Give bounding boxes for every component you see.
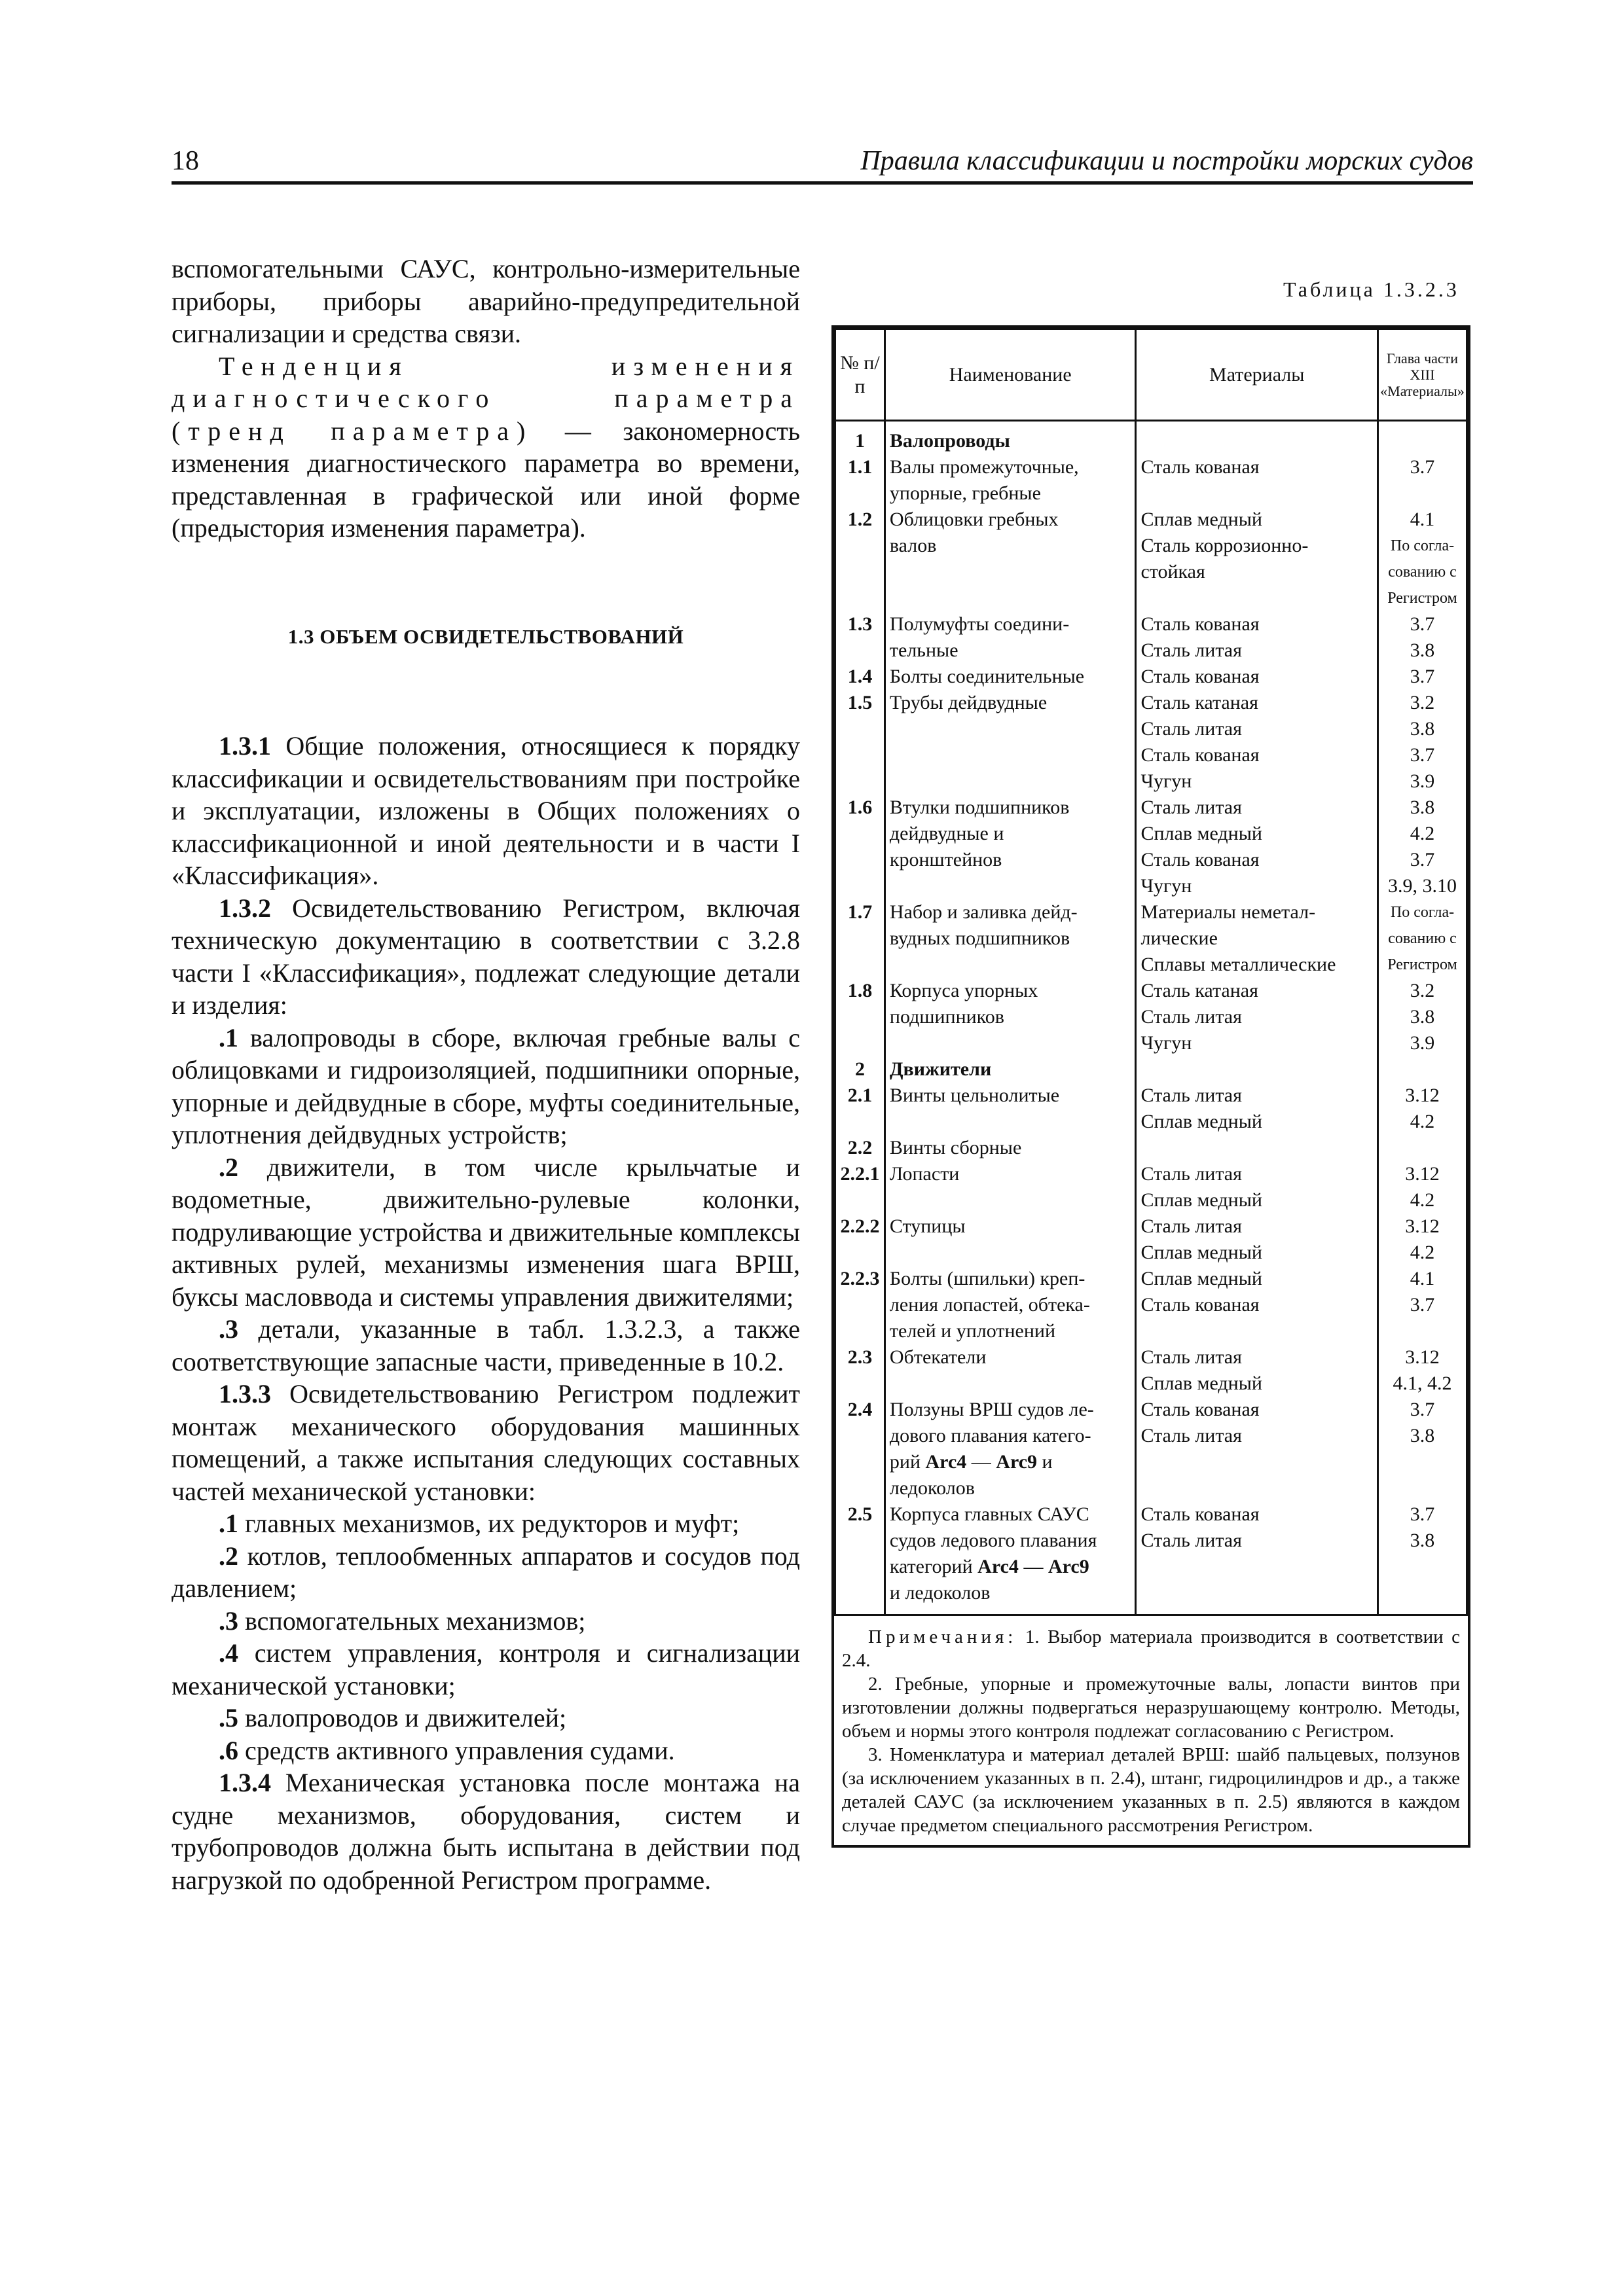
table-cell-line: 1.4: [847, 666, 873, 687]
table-cell-line: [1140, 1554, 1373, 1580]
note-1: [842, 1625, 1460, 1672]
list-item-text: вспомогательных механизмов;: [238, 1605, 586, 1636]
table-notes: [834, 1616, 1468, 1845]
table-cell-line: 3.8: [1410, 1425, 1435, 1446]
trend-term: Тенденция изменения диагностического параметра (тренд параметра): [172, 351, 800, 446]
table-cell-line: 1.1: [847, 456, 873, 478]
table-cell-line: [837, 637, 883, 664]
table-header-row: [835, 329, 1467, 421]
table-cell-line: упорные, гребные: [889, 482, 1041, 504]
table-cell-line: Набор и заливка дейд-: [889, 901, 1078, 923]
table-cell-line: [1140, 1475, 1373, 1501]
paragraph-text: Освидетельствованию Регистром подлежит монтаж механического оборудования машинных помещений, а также испытания следующих составных частей механической установки:: [172, 1379, 800, 1506]
list-item-text: валопроводы в сборе, включая гребные валы с облицовками и гидроизоляцией, подшипники опорные, упорные и дейдвудные в сборе, муфты соединительные, уплотнения дейдвудных устройств;: [172, 1022, 800, 1149]
table-cell-line: ления лопастей, обтека-: [889, 1294, 1090, 1316]
list-item: [172, 1734, 800, 1767]
table-cell-line: 1.5: [847, 692, 873, 713]
table-cell-line: 3.8: [1410, 797, 1435, 818]
table-cell-line: [1383, 1580, 1462, 1606]
table-cell-line: 4.2: [1410, 1189, 1435, 1211]
table-cell-line: 3.8: [1410, 718, 1435, 740]
notes-label: Примечания:: [868, 1626, 1017, 1647]
table-cell-line: [1383, 428, 1462, 454]
table-cell-line: Сталь литая: [1140, 718, 1242, 740]
table-cell-line: 3.12: [1405, 1215, 1440, 1237]
intro-continuation: вспомогательными САУС, контрольно-измерительные приборы, приборы аварийно-предупредительной сигнализации и средства связи.: [172, 254, 800, 348]
table-cell-line: Корпуса главных САУС: [889, 1503, 1089, 1525]
list-item: [172, 1151, 800, 1314]
list-item: [172, 1507, 800, 1540]
table-cell-line: [1140, 585, 1373, 611]
table-cell-line: Сталь кованая: [1140, 744, 1260, 766]
page-header: [172, 145, 1473, 185]
list-item-text: движители, в том числе крыльчатые и водометные, движительно-рулевые колонки, подруливающие устройства и движительные комплексы активных рулей, механизмы изменения шага ВРШ, буксы масловвода и системы управления движителями;: [172, 1152, 800, 1312]
table-cell-line: Сталь кованая: [1140, 666, 1260, 687]
table-cell-line: Трубы дейдвудные: [889, 692, 1048, 713]
list-item-number: .6: [219, 1735, 238, 1765]
table-cell-line: Чугун: [1140, 875, 1192, 897]
table-cell-line: [890, 1240, 1131, 1266]
table-cell-line: [1140, 1580, 1373, 1606]
table-cell-line: 1.2: [847, 509, 873, 530]
table-cell-line: 1.6: [847, 797, 873, 818]
table-cell-line: Регистром: [1387, 590, 1457, 607]
table-cell-line: 4.2: [1410, 1111, 1435, 1132]
table-cell-line: [1140, 1135, 1373, 1161]
table-cell-line: [837, 1371, 883, 1397]
table-cell-line: Сплав медный: [1140, 1372, 1262, 1394]
table-cell-line: 3.7: [1410, 456, 1435, 478]
table-cell-line: Движители: [889, 1058, 992, 1080]
table-cell-line: Сталь литая: [1140, 1530, 1242, 1551]
table-cell-line: 3.7: [1410, 849, 1435, 870]
table-cell-line: Облицовки гребных: [889, 509, 1059, 530]
table-cell-line: [1383, 480, 1462, 507]
paragraph-number: 1.3.2: [219, 893, 271, 923]
paragraph-number: 1.3.1: [219, 731, 271, 761]
table-cell-line: [837, 716, 883, 742]
table-cell-line: [1383, 1056, 1462, 1083]
list-item: [172, 1313, 800, 1378]
trend-definition: [172, 350, 800, 545]
table-cell-line: [837, 1475, 883, 1501]
table-cell-line: судов ледового плавания: [889, 1530, 1097, 1551]
table-cell-line: [890, 742, 1131, 768]
table-cell-line: 2.2.2: [840, 1215, 880, 1237]
table-cell-line: Болты (шпильки) креп-: [889, 1268, 1085, 1289]
table-cell-line: [890, 1187, 1131, 1213]
list-item-text: валопроводов и движителей;: [238, 1703, 567, 1732]
table-cell-line: Сталь кованая: [1140, 456, 1260, 478]
table-cell-line: 3.7: [1410, 666, 1435, 687]
table-cell-line: [837, 768, 883, 795]
table-cell-line: Сталь кованая: [1140, 1503, 1260, 1525]
table-cell-line: Винты цельнолитые: [889, 1085, 1060, 1106]
page-number: 18: [172, 146, 199, 176]
table-cell-line: Сплав медный: [1140, 1268, 1262, 1289]
list-item: [172, 1022, 800, 1151]
note-1-text: 1. Выбор материала производится в соответствии с 2.4.: [842, 1626, 1460, 1671]
column-chapter: [1377, 421, 1467, 1615]
table-cell-line: Ступицы: [889, 1215, 966, 1237]
table-cell-line: Сталь литая: [1140, 1163, 1242, 1185]
table-cell-line: Сталь литая: [1140, 1215, 1242, 1237]
table-cell-line: Втулки подшипников: [889, 797, 1070, 818]
table-cell-line: 3.9: [1410, 770, 1435, 792]
list-item-text: котлов, теплообменных аппаратов и сосудов под давлением;: [172, 1541, 800, 1603]
table-cell-line: Болты соединительные: [889, 666, 1085, 687]
table-cell-line: [837, 1528, 883, 1554]
table-cell-line: Винты сборные: [889, 1137, 1022, 1158]
table-cell-line: Сталь литая: [1140, 797, 1242, 818]
table-cell-line: 3.7: [1410, 1294, 1435, 1316]
table-cell-line: Корпуса упорных: [889, 980, 1038, 1001]
table-cell-line: 1: [854, 430, 865, 452]
trend-definition-text: — закономерность изменения диагностического параметра во времени, представленная в графической или иной форме (предыстория изменения параметра).: [172, 416, 801, 543]
table-cell-line: [890, 1109, 1131, 1135]
table-cell-line: Сплав медный: [1140, 823, 1262, 844]
column-name: [884, 421, 1136, 1615]
table-cell-line: [837, 533, 883, 559]
table-cell-line: Сталь литая: [1140, 1085, 1242, 1106]
list-item-text: средств активного управления судами.: [238, 1735, 675, 1765]
table-cell-line: 1.7: [847, 901, 873, 923]
header-chapter: Глава части XIII «Материалы»: [1377, 329, 1467, 421]
paragraph-1-3-1: [172, 730, 800, 892]
note-2: 2. Гребные, упорные и промежуточные валы, лопасти винтов при изготовлении должны подвергаться неразрушающему контролю. Методы, объем и нормы этого контроля подлежат согласованию с Регистром.: [842, 1674, 1460, 1742]
table-cell-line: [837, 1318, 883, 1344]
table-cell-line: [837, 1187, 883, 1213]
table-cell-line: [1383, 1449, 1462, 1475]
list-item-text: детали, указанные в табл. 1.3.2.3, а также соответствующие запасные части, приведенные в 10.2.: [172, 1314, 800, 1376]
table-cell-line: [837, 559, 883, 585]
table-cell-line: Сталь литая: [1140, 1346, 1242, 1368]
table-cell-line: По согла-: [1390, 537, 1455, 554]
table-cell-line: [837, 1580, 883, 1606]
table-cell-line: и ледоколов: [889, 1582, 991, 1604]
table-cell-line: [837, 1423, 883, 1449]
table-cell-line: [1383, 1475, 1462, 1501]
table-cell-line: По согла-: [1390, 904, 1455, 921]
table-cell-line: [1383, 1135, 1462, 1161]
section-heading: 1.3 ОБЪЕМ ОСВИДЕТЕЛЬСТВОВАНИЙ: [287, 624, 684, 648]
table-cell-line: Сталь кованая: [1140, 1399, 1260, 1420]
table-cell-line: [837, 1030, 883, 1056]
table-cell-line: [837, 821, 883, 847]
table-cell-line: [837, 952, 883, 978]
table-cell-line: 3.7: [1410, 744, 1435, 766]
table-cell-line: [837, 1554, 883, 1580]
table-cell-line: дейдвудные и: [889, 823, 1004, 844]
list-item-number: .2: [219, 1541, 238, 1571]
table-cell-line: Сплавы металлические: [1140, 954, 1336, 975]
paragraph-number: 1.3.4: [219, 1768, 271, 1797]
table-cell-line: 4.1: [1410, 509, 1435, 530]
column-materials: [1136, 421, 1378, 1615]
table-cell-line: Сплав медный: [1140, 1242, 1262, 1263]
paragraph-1-3-4: [172, 1767, 800, 1896]
table-cell-line: [837, 480, 883, 507]
table-cell-line: вудных подшипников: [889, 927, 1070, 949]
table-cell-line: 2.3: [847, 1346, 873, 1368]
table-cell-line: [890, 873, 1131, 899]
table-cell-line: лические: [1140, 927, 1218, 949]
table-cell-line: 3.7: [1410, 613, 1435, 635]
list-item-number: .4: [219, 1638, 238, 1668]
table-caption: Таблица 1.3.2.3: [1283, 278, 1459, 301]
list-item: [172, 1637, 800, 1702]
table-cell-line: стойкая: [1140, 561, 1205, 583]
table-cell-line: Сталь литая: [1140, 1425, 1242, 1446]
table-cell-line: [1140, 1318, 1373, 1344]
list-item-number: .1: [219, 1509, 238, 1538]
table-cell-line: [1140, 1056, 1373, 1083]
table-cell-line: 2.2: [847, 1137, 873, 1158]
table-cell-line: [837, 585, 883, 611]
table-cell-line: [890, 559, 1131, 585]
table-cell-line: 3.9: [1410, 1032, 1435, 1054]
table-cell-line: 4.1, 4.2: [1393, 1372, 1452, 1394]
materials-table-frame: [831, 325, 1470, 1848]
table-cell-line: Полумуфты соедини-: [889, 613, 1070, 635]
table-cell-line: телей и уплотнений: [889, 1320, 1056, 1342]
paragraph-1-3-2: [172, 892, 800, 1022]
header-materials: Материалы: [1136, 329, 1378, 421]
table-cell-line: 4.2: [1410, 1242, 1435, 1263]
paragraph-text: Освидетельствованию Регистром, включая техническую документацию в соответствии с 3.2.8 части I «Классификация», подлежат следующие детали и изделия:: [172, 893, 800, 1020]
table-cell-line: [837, 925, 883, 952]
table-cell-line: категорий Arc4 — Arc9: [889, 1556, 1089, 1577]
table-cell-line: Регистром: [1387, 956, 1457, 973]
list-item-number: .1: [219, 1022, 238, 1052]
table-cell-line: 3.12: [1405, 1085, 1440, 1106]
table-cell-line: [890, 768, 1131, 795]
table-cell-line: [890, 585, 1131, 611]
list-item-number: .3: [219, 1314, 238, 1344]
table-cell-line: [1383, 1554, 1462, 1580]
table-cell-line: Сталь кованая: [1140, 613, 1260, 635]
table-cell-line: [837, 873, 883, 899]
list-item-number: .2: [219, 1152, 238, 1182]
list-item: [172, 1702, 800, 1734]
table-cell-line: сованию с: [1388, 930, 1457, 947]
table-cell-line: [837, 1449, 883, 1475]
table-cell-line: Сталь литая: [1140, 1006, 1242, 1028]
table-cell-line: подшипников: [889, 1006, 1004, 1028]
table-cell-line: [837, 742, 883, 768]
table-cell-line: Сталь литая: [1140, 639, 1242, 661]
table-cell-line: дового плавания катего-: [889, 1425, 1091, 1446]
table-cell-line: кронштейнов: [889, 849, 1002, 870]
list-item-text: главных механизмов, их редукторов и муфт;: [238, 1509, 740, 1538]
table-cell-line: [890, 1371, 1131, 1397]
table-cell-line: 3.12: [1405, 1163, 1440, 1185]
table-cell-line: 3.2: [1410, 980, 1435, 1001]
table-cell-line: Сталь кованая: [1140, 1294, 1260, 1316]
table-cell-line: [837, 1004, 883, 1030]
table-cell-line: 2.4: [847, 1399, 873, 1420]
table-cell-line: 2.2.1: [840, 1163, 880, 1185]
table-cell-line: [837, 847, 883, 873]
table-cell-line: 2: [854, 1058, 865, 1080]
table-cell-line: Сталь катаная: [1140, 692, 1258, 713]
table-body-row: [835, 421, 1467, 1615]
materials-table: [834, 328, 1468, 1616]
table-cell-line: [890, 952, 1131, 978]
table-cell-line: 3.8: [1410, 1006, 1435, 1028]
table-cell-line: 1.3: [847, 613, 873, 635]
table-cell-line: 3.7: [1410, 1503, 1435, 1525]
table-cell-line: 1.8: [847, 980, 873, 1001]
table-cell-line: 4.1: [1410, 1268, 1435, 1289]
table-cell-line: Лопасти: [889, 1163, 960, 1185]
table-cell-line: Валопроводы: [889, 430, 1010, 452]
table-cell-line: 2.2.3: [840, 1268, 880, 1289]
table-cell-line: Чугун: [1140, 1032, 1192, 1054]
table-cell-line: Валы промежуточные,: [889, 456, 1079, 478]
table-cell-line: Чугун: [1140, 770, 1192, 792]
table-cell-line: Сталь кованая: [1140, 849, 1260, 870]
table-cell-line: [837, 1109, 883, 1135]
table-cell-line: [837, 1292, 883, 1318]
table-cell-line: ледоколов: [889, 1477, 975, 1499]
table-cell-line: 3.7: [1410, 1399, 1435, 1420]
header-num: № п/п: [835, 329, 885, 421]
table-cell-line: Ползуны ВРШ судов ле-: [889, 1399, 1094, 1420]
table-cell-line: [1383, 1318, 1462, 1344]
paragraph-number: 1.3.3: [219, 1379, 271, 1408]
list-item: [172, 1540, 800, 1605]
paragraph-text: Механическая установка после монтажа на судне механизмов, оборудования, систем и трубопроводов должна быть испытана в действии под нагрузкой по одобренной Регистром программе.: [172, 1768, 800, 1895]
table-cell-line: [1140, 480, 1373, 507]
table-cell-line: Сплав медный: [1140, 509, 1262, 530]
note-3: 3. Номенклатура и материал деталей ВРШ: шайб пальцевых, ползунов (за исключением указанных в п. 2.4), штанг, гидроцилиндров и др., а также деталей САУС (за исключением указанных в п. 2.5) являются в каждом случае предметом специального рассмотрения Регистром.: [842, 1744, 1460, 1836]
table-cell-line: рий Arc4 — Arc9 и: [889, 1451, 1053, 1473]
table-cell-line: 2.1: [847, 1085, 873, 1106]
table-cell-line: 3.8: [1410, 1530, 1435, 1551]
paragraph-1-3-3: [172, 1378, 800, 1507]
table-cell-line: Обтекатели: [889, 1346, 987, 1368]
table-cell-line: Материалы неметал-: [1140, 901, 1316, 923]
paragraph-text: Общие положения, относящиеся к порядку классификации и освидетельствованиям при постройке и эксплуатации, изложены в Общих положениях о классификационной и иной деятельности и в части I «Классификация».: [172, 731, 800, 890]
table-cell-line: [890, 716, 1131, 742]
table-cell-line: Сталь коррозионно-: [1140, 535, 1309, 556]
table-cell-line: [837, 1240, 883, 1266]
table-cell-line: Сплав медный: [1140, 1189, 1262, 1211]
table-cell-line: сованию с: [1388, 564, 1457, 581]
table-cell-line: Сплав медный: [1140, 1111, 1262, 1132]
table-cell-line: валов: [889, 535, 937, 556]
list-item-number: .5: [219, 1703, 238, 1732]
table-cell-line: 2.5: [847, 1503, 873, 1525]
table-cell-line: [890, 1030, 1131, 1056]
table-cell-line: 3.8: [1410, 639, 1435, 661]
table-cell-line: 3.2: [1410, 692, 1435, 713]
table-cell-line: 4.2: [1410, 823, 1435, 844]
list-item: [172, 1605, 800, 1638]
header-name: Наименование: [884, 329, 1136, 421]
table-cell-line: 3.9, 3.10: [1387, 875, 1457, 897]
table-cell-line: [1140, 428, 1373, 454]
left-text-column: [172, 253, 800, 1896]
table-cell-line: [1140, 1449, 1373, 1475]
running-title: Правила классификации и постройки морских судов: [860, 146, 1473, 176]
table-cell-line: 3.12: [1405, 1346, 1440, 1368]
column-num: [835, 421, 885, 1615]
table-cell-line: Сталь катаная: [1140, 980, 1258, 1001]
table-cell-line: тельные: [889, 639, 958, 661]
list-item-number: .3: [219, 1605, 238, 1636]
list-item-text: систем управления, контроля и сигнализации механической установки;: [172, 1638, 800, 1700]
